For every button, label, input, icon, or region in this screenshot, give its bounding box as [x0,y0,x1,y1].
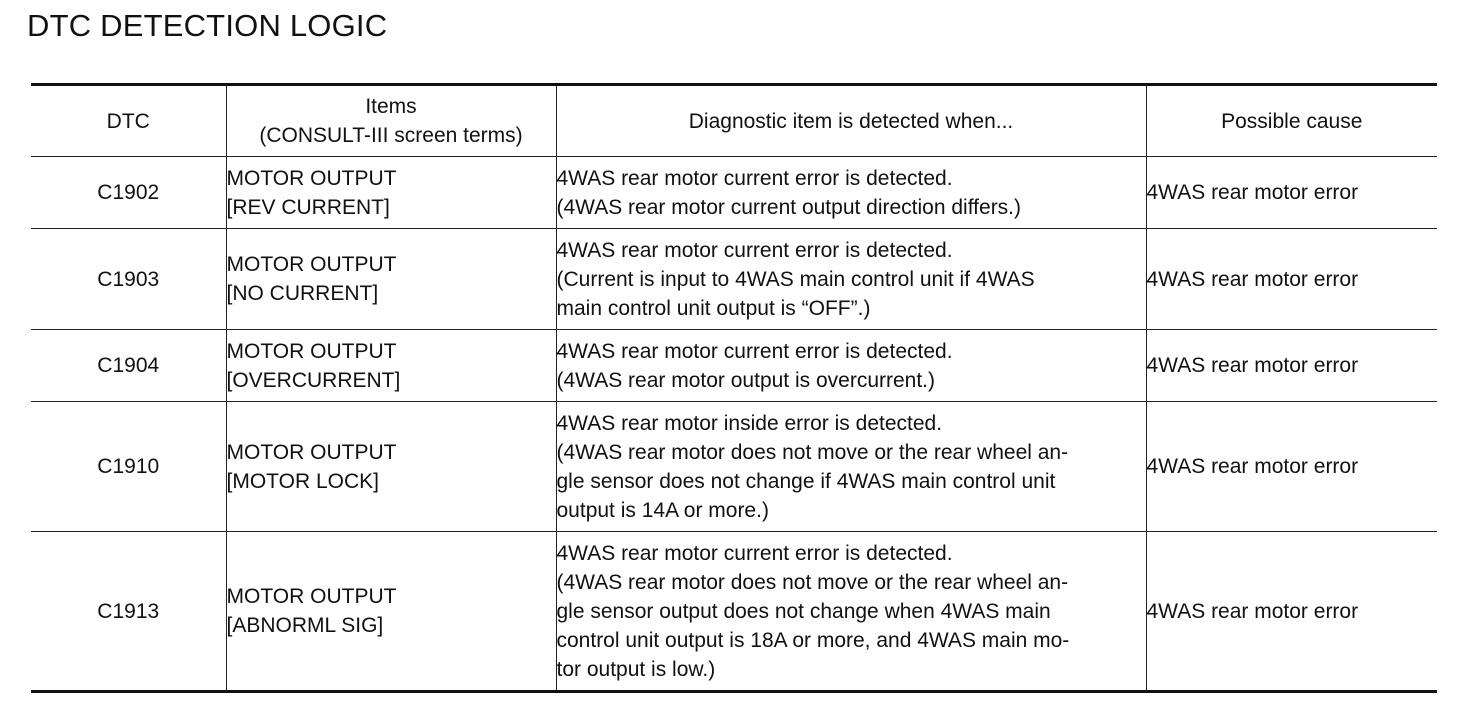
table-row [31,402,1437,532]
detect-line: (4WAS rear motor output is overcurrent.) [556,368,936,392]
header-detect: Diagnostic item is detected when... [556,85,1146,157]
header-dtc: DTC [31,85,226,157]
item-cell [226,532,556,692]
detect-cell [556,402,1146,532]
dtc-code: C1904 [31,330,226,402]
cause-cell: 4WAS rear motor error [1146,229,1437,330]
item-line: [ABNORML SIG] [226,614,384,637]
dtc-code: C1902 [31,157,226,229]
item-line: [NO CURRENT] [226,282,379,305]
detect-cell [556,330,1146,402]
item-cell [226,330,556,402]
table-row [31,532,1437,692]
dtc-code: C1913 [31,532,226,692]
dtc-table [31,83,1437,693]
cause-cell: 4WAS rear motor error [1146,402,1437,532]
table-row [31,229,1437,330]
item-line: [OVERCURRENT] [226,368,401,392]
cause-cell: 4WAS rear motor error [1146,330,1437,402]
item-cell [226,157,556,229]
item-line: MOTOR OUTPUT [226,440,397,464]
detect-line: tor output is low.) [556,657,716,681]
detect-line: 4WAS rear motor inside error is detected. [556,411,943,435]
detect-line: 4WAS rear motor current error is detected. [556,166,953,190]
table-header-row [31,85,1437,157]
detect-cell [556,532,1146,692]
header-items [226,85,556,157]
detect-line: gle sensor does not change if 4WAS main control unit [556,469,1056,493]
item-cell [226,402,556,532]
dtc-code: C1903 [31,229,226,330]
detect-line: gle sensor output does not change when 4WAS main [556,599,1051,623]
detect-cell [556,157,1146,229]
page-title: DTC DETECTION LOGIC [27,8,388,43]
item-line: MOTOR OUTPUT [226,585,397,608]
detect-line: (Current is input to 4WAS main control unit if 4WAS [556,267,1035,291]
item-line: MOTOR OUTPUT [226,339,397,363]
header-cause: Possible cause [1146,85,1437,157]
detect-line: (4WAS rear motor does not move or the rear wheel an- [556,570,1069,594]
detect-line: main control unit output is “OFF”.) [556,296,871,320]
detect-line: (4WAS rear motor does not move or the rear wheel an- [556,440,1069,464]
cause-cell: 4WAS rear motor error [1146,157,1437,229]
table-row [31,330,1437,402]
item-line: [REV CURRENT] [226,195,390,219]
detect-line: (4WAS rear motor current output direction differs.) [556,195,1022,219]
dtc-code: C1910 [31,402,226,532]
table-row [31,157,1437,229]
item-line: MOTOR OUTPUT [226,166,397,190]
detect-cell [556,229,1146,330]
cause-cell: 4WAS rear motor error [1146,532,1437,692]
header-items-line2: (CONSULT-III screen terms) [259,124,523,147]
item-line: [MOTOR LOCK] [226,469,379,493]
detect-line: 4WAS rear motor current error is detected. [556,238,953,262]
detect-line: 4WAS rear motor current error is detected. [556,339,953,363]
detect-line: 4WAS rear motor current error is detected. [556,541,953,565]
header-items-line1: Items [365,95,417,118]
detect-line: output is 14A or more.) [556,498,769,522]
detect-line: control unit output is 18A or more, and 4WAS main mo- [556,628,1070,652]
item-line: MOTOR OUTPUT [226,253,397,276]
item-cell [226,229,556,330]
